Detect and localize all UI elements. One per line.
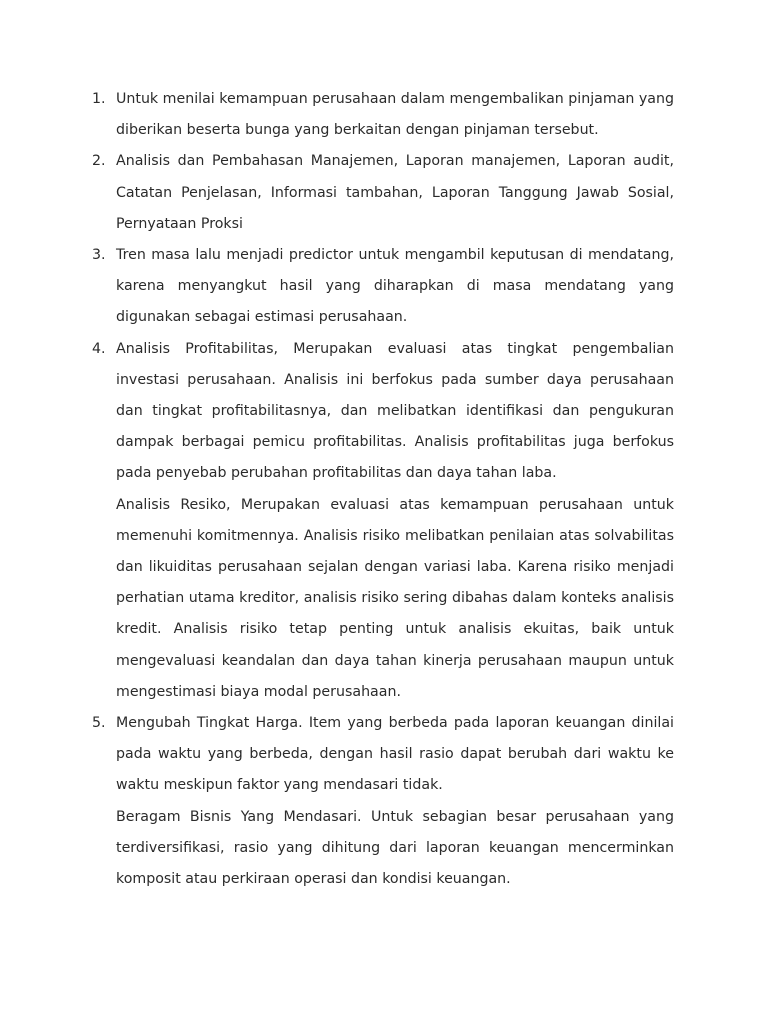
list-item-number: 1. xyxy=(92,91,106,107)
list-item-2 xyxy=(92,146,674,240)
list-item-number: 3. xyxy=(92,247,106,264)
list-item-paragraph: Tren masa lalu menjadi predictor untuk mengambil keputusan di mendatang, karena menyangkut hasil yang diharapkan di masa mendatang yang digunakan sebagai estimasi perusahaan. xyxy=(116,247,674,326)
list-item-5 xyxy=(92,708,674,895)
list-item-paragraph: Analisis dan Pembahasan Manajemen, Laporan manajemen, Laporan audit, Catatan Penjelasan, Informasi tambahan, Laporan Tanggung Jawab Sosial, Pernyataan Proksi xyxy=(116,153,674,232)
list-item-paragraph: Untuk menilai kemampuan perusahaan dalam mengembalikan pinjaman yang diberikan beserta bunga yang berkaitan dengan pinjaman tersebut. xyxy=(116,91,674,139)
numbered-list xyxy=(92,84,674,895)
list-item-paragraph: Beragam Bisnis Yang Mendasari. Untuk sebagian besar perusahaan yang terdiversifikasi, rasio yang dihitung dari laporan keuangan mencerminkan komposit atau perkiraan operasi dan kondisi keuangan. xyxy=(116,808,674,888)
list-item-number: 5. xyxy=(92,715,106,732)
list-item-paragraph: Analisis Profitabilitas, Merupakan evaluasi atas tingkat pengembalian investasi perusahaan. Analisis ini berfokus pada sumber daya perusahaan dan tingkat profitabilitasnya, dan melibatkan identifikasi dan pengukuran dampak berbagai pemicu profitabilitas. Analisis profitabilitas juga berfokus pada penyebab perubahan profitabilitas dan daya tahan laba. xyxy=(116,340,674,482)
list-item-number: 4. xyxy=(92,340,106,357)
list-item-number: 2. xyxy=(92,153,106,170)
list-item-paragraph: Mengubah Tingkat Harga. Item yang berbeda pada laporan keuangan dinilai pada waktu yang berbeda, dengan hasil rasio dapat berubah dari waktu ke waktu meskipun faktor yang mendasari tidak. xyxy=(116,715,674,794)
list-item-1 xyxy=(92,84,674,146)
list-item-3 xyxy=(92,240,674,334)
list-item-paragraph: Analisis Resiko, Merupakan evaluasi atas kemampuan perusahaan untuk memenuhi komitmennya. Analisis risiko melibatkan penilaian atas solvabilitas dan likuiditas perusahaan sejalan dengan variasi laba. Karena risiko menjadi perhatian utama kreditor, analisis risiko sering dibahas dalam konteks analisis kredit. Analisis risiko tetap penting untuk analisis ekuitas, baik untuk mengevaluasi keandalan dan daya tahan kinerja perusahaan maupun untuk mengestimasi biaya modal perusahaan. xyxy=(116,496,674,700)
list-item-4 xyxy=(92,334,674,708)
